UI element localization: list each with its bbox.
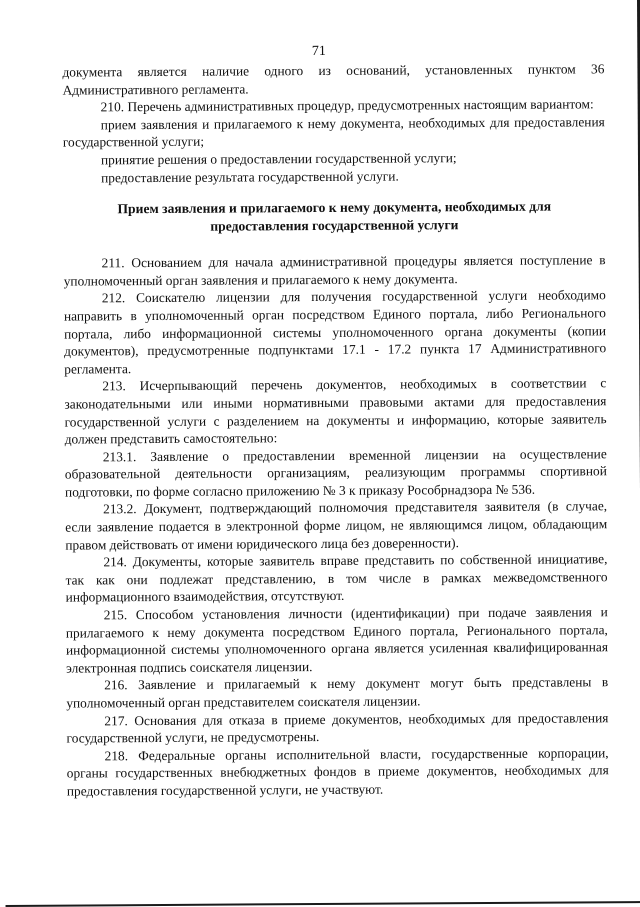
paragraph-213-1: 213.1. Заявление о предоставлении временной лицензии на осуществление образовательной деятельности организациям, реализующим программы спортивной подготовки, по форме согласно приложению № 3 к приказу Рособрнадзора № 536. (64, 445, 607, 500)
paragraph-210: 210. Перечень административных процедур, предусмотренных настоящим вариантом: (100, 96, 594, 115)
page-number: 71 (311, 43, 326, 60)
paragraph-211: 211. Основанием для начала административной процедуры является поступление в уполномоченный орган заявления и прилагаемого к нему документа. (63, 252, 606, 289)
list-item-result: предоставление результата государственной услуги. (101, 168, 399, 185)
list-item-decision: принятие решения о предоставлении государственной услуги; (100, 150, 457, 168)
section-heading: Прием заявления и прилагаемого к нему документа, необходимых для предоставления государственной услуги (117, 198, 552, 234)
list-item-receipt: прием заявления и прилагаемого к нему документа, необходимых для предоставления государственной услуги; (62, 114, 605, 150)
paragraph-214: 214. Документы, которые заявитель вправе представить по собственной инициативе, так как они подлежат представлению, в том числе в рамках межведомственного информационного взаимодействия, отсутствуют. (65, 551, 608, 606)
document-body (62, 60, 608, 800)
paragraph-218: 218. Федеральные органы исполнительной власти, государственные корпорации, органы государственных внебюджетных фондов в приеме документов, необходимых для предоставления государственной услуги, не участвуют. (66, 745, 609, 799)
paragraph-continuation: документа является наличие одного из оснований, установленных пунктом 36 Административного регламента. (62, 61, 605, 98)
paragraph-213: 213. Исчерпывающий перечень документов, необходимых в соответствии с законодательными или иными нормативными правовыми актами для предоставления государственной услуги с разделением на документы и информацию, которые заявитель должен представить самостоятельно: (64, 375, 607, 447)
paragraph-215: 215. Способом установления личности (идентификации) при подаче заявления и прилагаемого к нему документа посредством Единого портала, Регионального портала, информационной системы уполномоченного органа является усиленная квалифицированная электронная подпись соискателя лицензии. (65, 604, 609, 676)
paragraph-213-2: 213.2. Документ, подтверждающий полномочия представителя заявителя (в случае, если заявление подается в электронной форме лицом, не являющимся лицом, обладающим правом действовать от имени юридического лица без доверенности). (65, 498, 608, 553)
paragraph-212: 212. Соискателю лицензии для получения государственной услуги необходимо направить в уполномоченный орган посредством Единого портала, либо Регионального портала, либо информационной системы уполномоченного органа документы (копии документов), предусмотренные подпунктами 17.1 - 17.2 пункта 17 Административного регламента. (63, 287, 607, 377)
paragraph-216: 216. Заявление и прилагаемый к нему документ могут быть представлены в уполномоченный орган представителем соискателя лицензии. (66, 674, 609, 711)
paragraph-217: 217. Основания для отказа в приеме документов, необходимых для предоставления государственной услуги, не предусмотрены. (66, 709, 609, 746)
